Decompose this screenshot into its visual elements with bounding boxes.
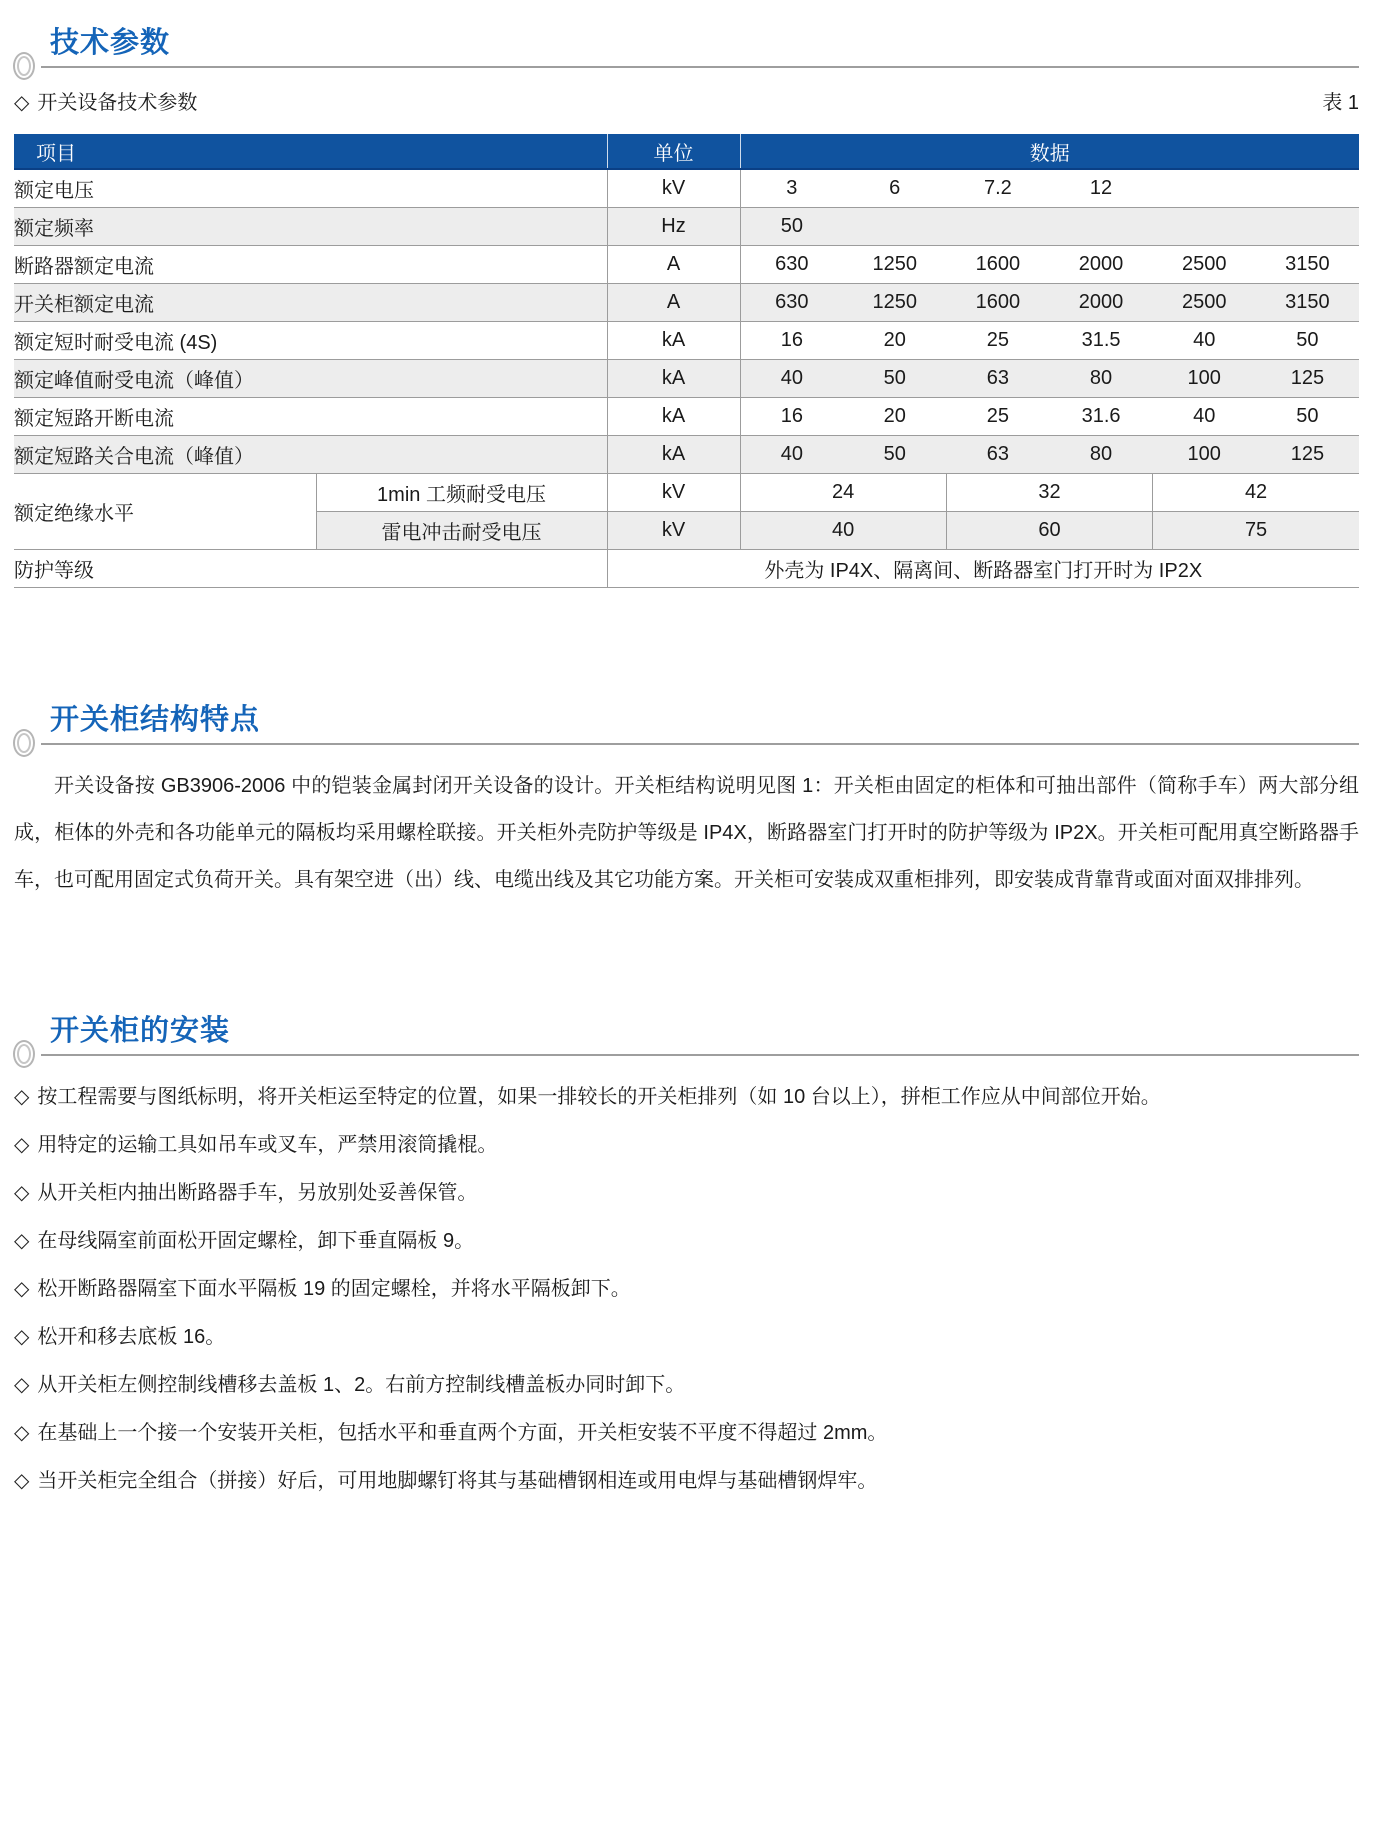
row-value-merged: 75: [1244, 518, 1268, 541]
list-item: [14, 1466, 1359, 1496]
row-unit: kV: [607, 473, 740, 511]
row-label: 额定短时耐受电流 (4S): [14, 321, 607, 359]
row-value: 63: [986, 366, 1010, 389]
table-row: [14, 435, 1359, 473]
row-value: 50: [1296, 328, 1319, 351]
row-value: 630: [775, 290, 809, 313]
list-item: [14, 1226, 1359, 1256]
row-value-merged: 40: [740, 511, 946, 549]
row-label: 额定峰值耐受电流（峰值）: [14, 359, 607, 397]
row-value: 31.6: [1081, 404, 1121, 427]
list-item-text: 松开和移去底板 16。: [37, 1325, 226, 1348]
row-value: 3: [786, 176, 798, 199]
section-tech-params-header: [14, 0, 1359, 68]
row-value: 12: [1089, 176, 1113, 199]
list-item: [14, 1082, 1359, 1112]
list-item-text: 松开断路器隔室下面水平隔板 19 的固定螺栓，并将水平隔板卸下。: [37, 1277, 631, 1300]
row-value: [1153, 207, 1256, 245]
column-header-item: 项目: [14, 134, 607, 169]
ring-icon: [13, 729, 35, 757]
list-item-text: 从开关柜左侧控制线槽移去盖板 1、2。右前方控制线槽盖板办同时卸下。: [37, 1373, 686, 1396]
diamond-icon: ◇: [14, 1421, 30, 1444]
row-unit: kA: [607, 397, 740, 435]
row-value: 6: [889, 176, 901, 199]
row-unit: kV: [607, 511, 740, 549]
row-value: 63: [986, 442, 1010, 465]
diamond-icon: ◇: [14, 1469, 30, 1492]
diamond-icon: ◇: [14, 1133, 30, 1156]
section-title-tech-params: 技术参数: [50, 27, 171, 59]
row-value: [843, 207, 946, 245]
row-value: [1049, 207, 1152, 245]
section-divider: [41, 66, 1359, 68]
list-item-text: 在基础上一个接一个安装开关柜，包括水平和垂直两个方面，开关柜安装不平度不得超过 2mm。: [37, 1421, 888, 1444]
row-value-merged: 42: [1244, 480, 1268, 503]
list-item-text: 在母线隔室前面松开固定螺栓，卸下垂直隔板 9。: [37, 1229, 475, 1252]
list-item-text: 从开关柜内抽出断路器手车，另放别处妥善保管。: [37, 1181, 478, 1204]
row-label: 额定频率: [14, 207, 607, 245]
row-value: 50: [1296, 404, 1319, 427]
row-value: 2500: [1181, 290, 1227, 313]
row-value: 3150: [1285, 290, 1330, 313]
list-item: [14, 1130, 1359, 1160]
table-row: [14, 321, 1359, 359]
list-item: [14, 1418, 1359, 1448]
row-label: 额定电压: [14, 169, 607, 207]
row-unit: kV: [607, 169, 740, 207]
ring-icon: [13, 1040, 35, 1068]
table-row: [14, 169, 1359, 207]
row-value: 16: [780, 328, 803, 351]
row-unit: kA: [607, 435, 740, 473]
row-unit: Hz: [607, 207, 740, 245]
row-value: 40: [780, 442, 803, 465]
section-structure-header: [14, 588, 1359, 745]
table-subtitle: [14, 90, 197, 116]
row-value: 16: [780, 404, 803, 427]
diamond-icon: ◇: [14, 1325, 30, 1348]
row-unit: A: [607, 283, 740, 321]
table-row: [14, 397, 1359, 435]
row-value: 7.2: [983, 176, 1012, 199]
row-sublabel: 1min 工频耐受电压: [316, 473, 607, 511]
row-value: [1256, 169, 1359, 207]
row-value: 3150: [1285, 252, 1330, 275]
tech-params-table: [14, 134, 1359, 588]
row-value: 1600: [975, 290, 1021, 313]
row-value: [1256, 207, 1359, 245]
row-value: [946, 207, 1049, 245]
row-value: 25: [986, 328, 1010, 351]
row-value: 2000: [1078, 252, 1124, 275]
diamond-icon: ◇: [14, 1229, 30, 1252]
row-value-merged: 24: [740, 473, 946, 511]
row-value: 630: [775, 252, 809, 275]
row-value: 31.5: [1081, 328, 1121, 351]
diamond-icon: ◇: [14, 1085, 30, 1108]
row-value: 40: [1193, 404, 1216, 427]
section-installation-header: [14, 904, 1359, 1056]
table-header-row: [14, 134, 1359, 169]
list-item: [14, 1370, 1359, 1400]
table-subtitle-text: 开关设备技术参数: [37, 92, 198, 114]
section-title-installation: 开关柜的安装: [50, 1014, 231, 1047]
row-value: 125: [1290, 366, 1325, 389]
row-label: 防护等级: [14, 549, 607, 587]
row-label: 额定短路关合电流（峰值）: [14, 435, 607, 473]
row-label: 额定短路开断电流: [14, 397, 607, 435]
row-value: 40: [780, 366, 803, 389]
column-header-unit: 单位: [607, 134, 740, 169]
row-value-merged: 32: [946, 473, 1152, 511]
row-sublabel: 雷电冲击耐受电压: [316, 511, 607, 549]
column-header-data: 数据: [740, 134, 1359, 169]
row-value: 80: [1089, 442, 1113, 465]
diamond-icon: ◇: [14, 1277, 30, 1300]
table-caption-row: [14, 90, 1359, 116]
installation-list: [14, 1082, 1359, 1496]
row-value: 50: [883, 442, 906, 465]
row-unit: A: [607, 245, 740, 283]
row-value: 100: [1187, 442, 1221, 465]
row-value: 1250: [872, 252, 917, 275]
table-row-insulation-1: [14, 473, 1359, 511]
diamond-icon: ◇: [14, 92, 30, 114]
table-row: [14, 283, 1359, 321]
list-item-text: 当开关柜完全组合（拼接）好后，可用地脚螺钉将其与基础槽钢相连或用电焊与基础槽钢焊牢。: [37, 1469, 878, 1492]
row-value-merged: 60: [946, 511, 1152, 549]
row-value: 2500: [1181, 252, 1227, 275]
row-value: 50: [883, 366, 906, 389]
list-item: [14, 1274, 1359, 1304]
row-unit: kA: [607, 321, 740, 359]
row-value: 2000: [1078, 290, 1124, 313]
table-number-label: 表 1: [1322, 92, 1359, 114]
row-value: 25: [986, 404, 1010, 427]
list-item-text: 用特定的运输工具如吊车或叉车，严禁用滚筒撬棍。: [37, 1133, 498, 1156]
row-value: 40: [1193, 328, 1216, 351]
row-value: 80: [1089, 366, 1113, 389]
row-value: 20: [883, 404, 906, 427]
table-row-protection: [14, 549, 1359, 587]
section-divider: [41, 743, 1359, 745]
list-item: [14, 1178, 1359, 1208]
diamond-icon: ◇: [14, 1181, 30, 1204]
row-value: [1153, 169, 1256, 207]
row-unit: kA: [607, 359, 740, 397]
diamond-icon: ◇: [14, 1373, 30, 1396]
section-divider: [41, 1054, 1359, 1056]
list-item-text: 按工程需要与图纸标明，将开关柜运至特定的位置，如果一排较长的开关柜排列（如 10 台以上），拼柜工作应从中间部位开始。: [37, 1085, 1161, 1108]
row-value: 20: [883, 328, 906, 351]
ring-icon: [13, 52, 35, 80]
section-title-structure: 开关柜结构特点: [50, 703, 261, 736]
row-value: 1250: [872, 290, 917, 313]
row-label-insulation: 额定绝缘水平: [14, 473, 316, 549]
row-value: 1600: [975, 252, 1021, 275]
row-label: 开关柜额定电流: [14, 283, 607, 321]
row-value: 50: [780, 214, 803, 237]
row-value: 125: [1290, 442, 1325, 465]
table-row: [14, 359, 1359, 397]
table-row: [14, 207, 1359, 245]
protection-value: 外壳为 IP4X、隔离间、断路器室门打开时为 IP2X: [764, 559, 1203, 582]
structure-paragraph: 开关设备按 GB3906-2006 中的铠装金属封闭开关设备的设计。开关柜结构说明见图 1：开关柜由固定的柜体和可抽出部件（简称手车）两大部分组成，柜体的外壳和各功能单元的隔板均采用螺栓联接。开关柜外壳防护等级是 IP4X，断路器室门打开时的防护等级为 IP2X。开关柜可配用真空断路器手车，也可配用固定式负荷开关。具有架空进（出）线、电缆出线及其它功能方案。开关柜可安装成双重柜排列，即安装成背靠背或面对面双排排列。: [14, 774, 1359, 891]
row-value: 100: [1187, 366, 1221, 389]
row-label: 断路器额定电流: [14, 245, 607, 283]
list-item: [14, 1322, 1359, 1352]
table-row: [14, 245, 1359, 283]
